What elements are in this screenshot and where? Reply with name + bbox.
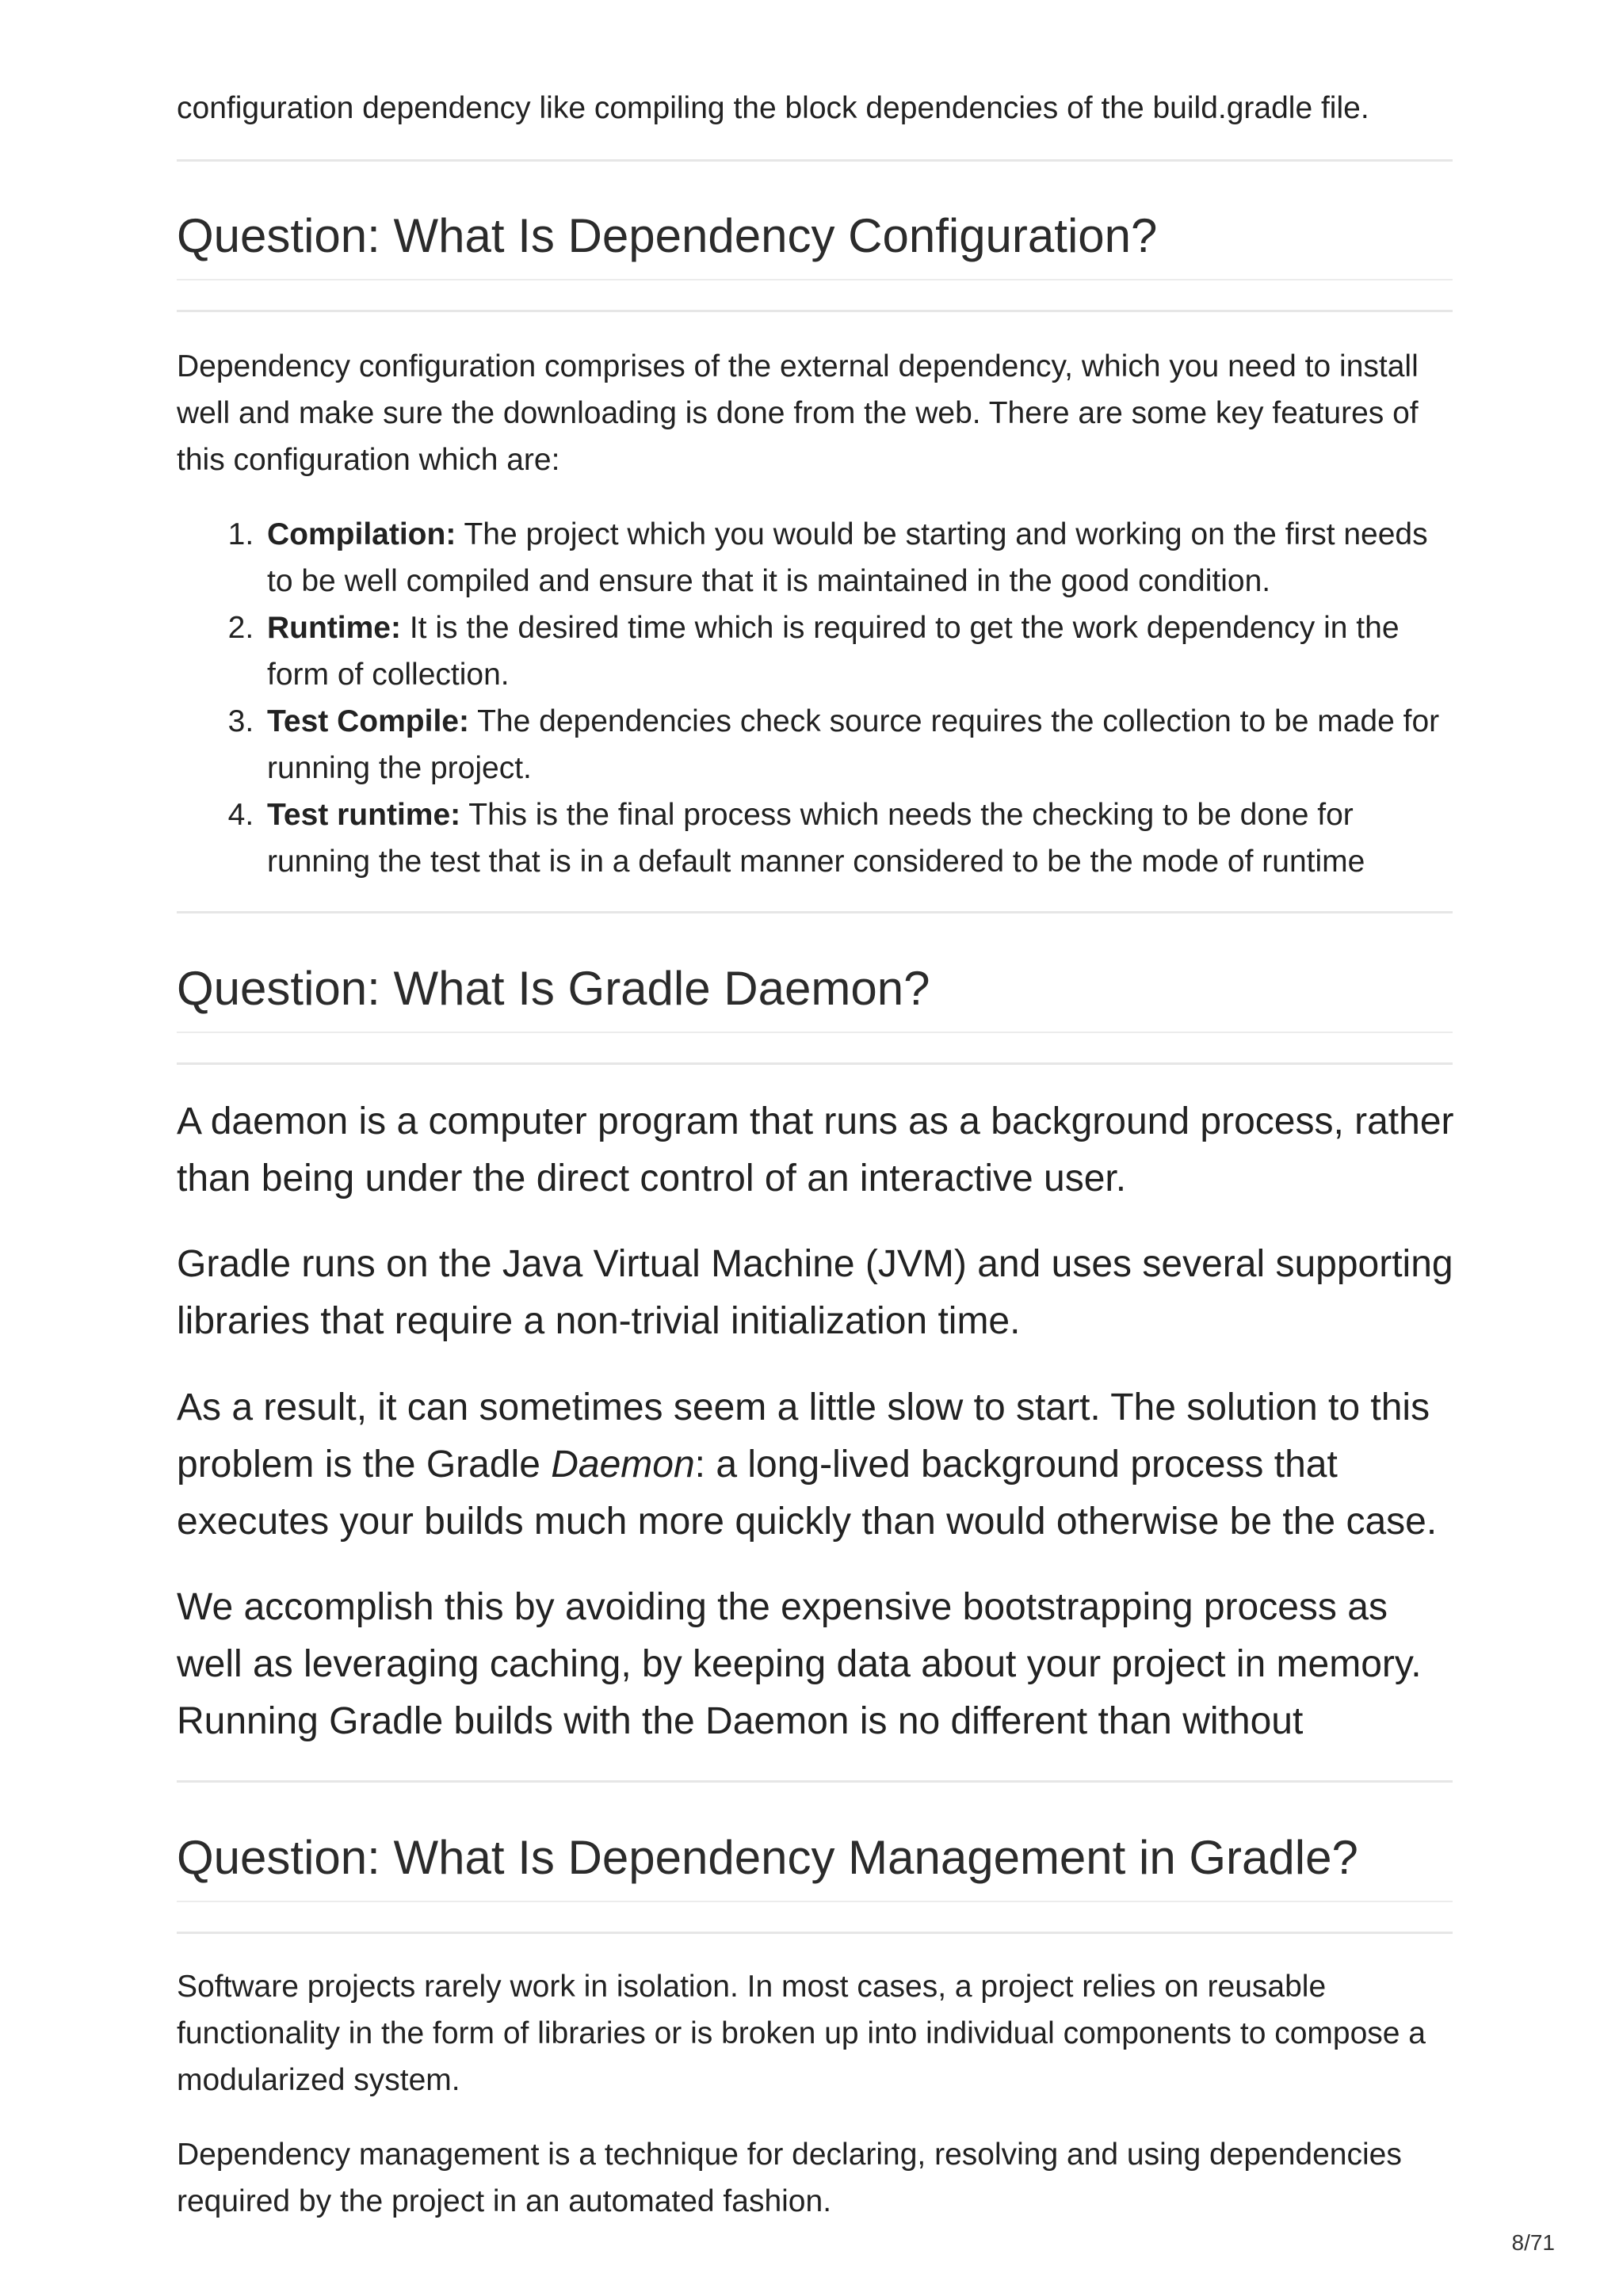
dependency-management-paragraph-2: Dependency management is a technique for declaring, resolving and using dependencies required by the project in an automated fashion.: [177, 2138, 1402, 2218]
list-item-text: It is the desired time which is required to get the work dependency in the form of collection.: [267, 611, 1400, 692]
list-item-term: Test Compile:: [267, 704, 469, 738]
list-item-term: Runtime:: [267, 611, 401, 645]
list-item: [262, 698, 1453, 791]
dependency-configuration-intro: Dependency configuration comprises of the external dependency, which you need to install well and make sure the downloading is done from the web. There are some key features of this configuration which are:: [177, 349, 1419, 477]
section-divider: [177, 911, 1453, 913]
heading-underline: [177, 1901, 1453, 1902]
heading-divider: [177, 1062, 1453, 1065]
daemon-paragraph-1: A daemon is a computer program that runs as a background process, rather than being under the direct control of an interactive user.: [177, 1100, 1454, 1199]
section-heading-dependency-configuration: Question: What Is Dependency Configuration?: [177, 209, 1158, 262]
configuration-feature-list: [177, 511, 1453, 885]
heading-underline: [177, 279, 1453, 280]
list-item-text: The dependencies check source requires the collection to be made for running the project.: [267, 704, 1440, 785]
daemon-paragraph-3-start: As a result, it can sometimes seem a little slow to start. The solution to this problem is the Gradle: [177, 1386, 1430, 1486]
heading-divider: [177, 1932, 1453, 1934]
list-item-term: Compilation:: [267, 517, 456, 551]
daemon-paragraph-2: Gradle runs on the Java Virtual Machine (JVM) and uses several supporting libraries that require a non-trivial initialization time.: [177, 1243, 1453, 1342]
dependency-management-paragraph-1: Software projects rarely work in isolation. In most cases, a project relies on reusable functionality in the form of libraries or is broken up into individual components to compose a modularized system.: [177, 1970, 1426, 2097]
page-number: 8/71: [1511, 2230, 1555, 2255]
list-item-text: The project which you would be starting and working on the first needs to be well compiled and ensure that it is maintained in the good condition.: [267, 517, 1428, 598]
intro-tail-paragraph: configuration dependency like compiling the block dependencies of the build.gradle file.: [177, 91, 1369, 125]
list-item-term: Test runtime:: [267, 798, 461, 832]
daemon-paragraph-3-end: : a long-lived background process that executes your builds much more quickly than would otherwise be the case.: [177, 1444, 1438, 1543]
daemon-paragraph-4: We accomplish this by avoiding the expensive bootstrapping process as well as leveraging caching, by keeping data about your project in memory. Running Gradle builds with the Daemon is no different than without: [177, 1586, 1422, 1742]
section-divider: [177, 159, 1453, 162]
list-item: [262, 605, 1453, 698]
daemon-term: Daemon: [551, 1444, 695, 1486]
list-item: [262, 791, 1453, 885]
section-heading-gradle-daemon: Question: What Is Gradle Daemon?: [177, 962, 930, 1015]
section-heading-dependency-management: Question: What Is Dependency Management in Gradle?: [177, 1831, 1358, 1884]
daemon-paragraph-3: [177, 1379, 1461, 1550]
section-divider: [177, 1780, 1453, 1783]
heading-underline: [177, 1032, 1453, 1033]
list-item: [262, 511, 1453, 605]
heading-divider: [177, 310, 1453, 312]
list-item-text: This is the final process which needs the checking to be done for running the test that is in a default manner considered to be the mode of runtime: [267, 798, 1365, 879]
